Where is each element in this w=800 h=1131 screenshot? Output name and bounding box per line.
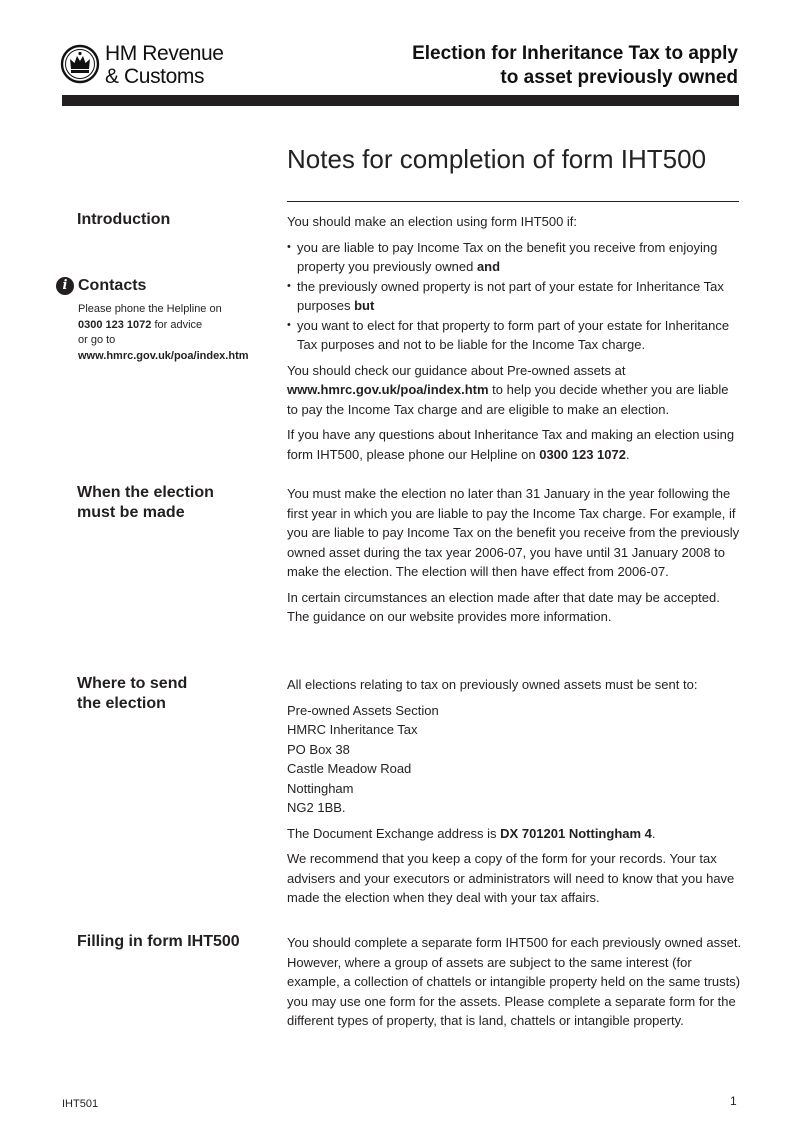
form-code: IHT501 (62, 1098, 99, 1110)
intro-bullet-list (287, 238, 742, 355)
when-paragraph-1: You must make the election no later than 31 January in the year following the first year in which you are liable to pay the Income Tax charge. For example, if you are liable to pay Income Tax on the benefit you receive from the previously owned asset during the tax year 2006-07, you have until 31 January 2008 to make the election. The election will then have effect from 2006-07. (287, 486, 740, 579)
logo-line-2: & Customs (105, 65, 205, 88)
helpline-paragraph: If you have any questions about Inheritance Tax and making an election using form IHT500, please phone our Helpline on 0300 123 1072. (287, 427, 735, 462)
page-title: Notes for completion of form IHT500 (287, 144, 707, 174)
royal-crest-icon (60, 42, 100, 86)
contacts-text-goto: or go to (78, 334, 116, 346)
address-line: Nottingham (287, 780, 354, 796)
where-paragraph-3: We recommend that you keep a copy of the form for your records. Your tax advisers and your executors or administrators will need to know that you have made the election when they deal with your tax affairs. (287, 851, 735, 905)
logo-line-1: HM Revenue (105, 42, 224, 65)
guidance-link[interactable]: www.hmrc.gov.uk/poa/index.htm (287, 382, 489, 397)
info-icon: i (56, 277, 74, 295)
filling-body (287, 933, 742, 1037)
address-line: PO Box 38 (287, 741, 350, 757)
contacts-phone: 0300 123 1072 (78, 318, 152, 331)
header-divider-bar (62, 95, 739, 106)
dx-address: DX 701201 Nottingham 4 (500, 825, 652, 841)
filling-paragraph: You should complete a separate form IHT500 for each previously owned asset. However, where a group of assets are subject to the same interest (for example, a collection of chattels or intangible property held on the same trusts) you may use one form for the assets. Please complete a separate form for the different types of property, that is land, chattels or intangible property. (287, 935, 742, 1028)
list-item: • you want to elect for that property to form part of your estate for Inheritance Tax purposes and not to be liable for the Income Tax charge. (287, 316, 742, 355)
helpline-number: 0300 123 1072 (539, 446, 626, 462)
introduction-body (287, 212, 742, 470)
header-title-line-1: Election for Inheritance Tax to apply (412, 43, 738, 64)
introduction-heading: Introduction (77, 211, 171, 228)
hmrc-logo (60, 42, 260, 88)
address-line: Pre-owned Assets Section (287, 702, 439, 718)
postal-address (287, 701, 742, 818)
header-title-line-2: to asset previously owned (500, 67, 738, 88)
where-paragraph-1: All elections relating to tax on previously owned assets must be sent to: (287, 677, 698, 692)
contacts-text: Please phone the Helpline on (78, 303, 222, 315)
intro-paragraph: You should make an election using form IHT500 if: (287, 214, 578, 229)
page-number: 1 (730, 1094, 737, 1108)
when-body (287, 484, 742, 633)
dx-address-paragraph: The Document Exchange address is DX 701201 Nottingham 4. (287, 825, 656, 841)
guidance-paragraph: You should check our guidance about Pre-owned assets at www.hmrc.gov.uk/poa/index.htm to help you decide whether you are liable to pay the Income Tax charge and are eligible to make an election. (287, 362, 729, 417)
contacts-box: i Contacts Please phone the Helpline on 0300 123 1072 for advice or go to www.hmrc.gov.uk/poa/index.htm (56, 276, 266, 364)
address-line: Castle Meadow Road (287, 761, 412, 776)
where-heading: Where to send the election (77, 675, 188, 712)
when-heading: When the election must be made (77, 484, 214, 521)
where-body (287, 675, 742, 914)
when-paragraph-2: In certain circumstances an election made after that date may be accepted. The guidance on our website provides more information. (287, 589, 720, 624)
form-header-title (412, 42, 738, 90)
contacts-link[interactable]: www.hmrc.gov.uk/poa/index.htm (78, 349, 249, 362)
filling-heading: Filling in form IHT500 (77, 933, 240, 950)
address-line: HMRC Inheritance Tax (287, 722, 418, 737)
list-item: • the previously owned property is not part of your estate for Inheritance Tax purposes but (287, 277, 742, 316)
contacts-heading: Contacts (78, 277, 147, 294)
title-divider (287, 201, 739, 202)
address-line: NG2 1BB. (287, 800, 346, 815)
list-item: • you are liable to pay Income Tax on the benefit you receive from enjoying property you previously owned and (287, 238, 742, 277)
